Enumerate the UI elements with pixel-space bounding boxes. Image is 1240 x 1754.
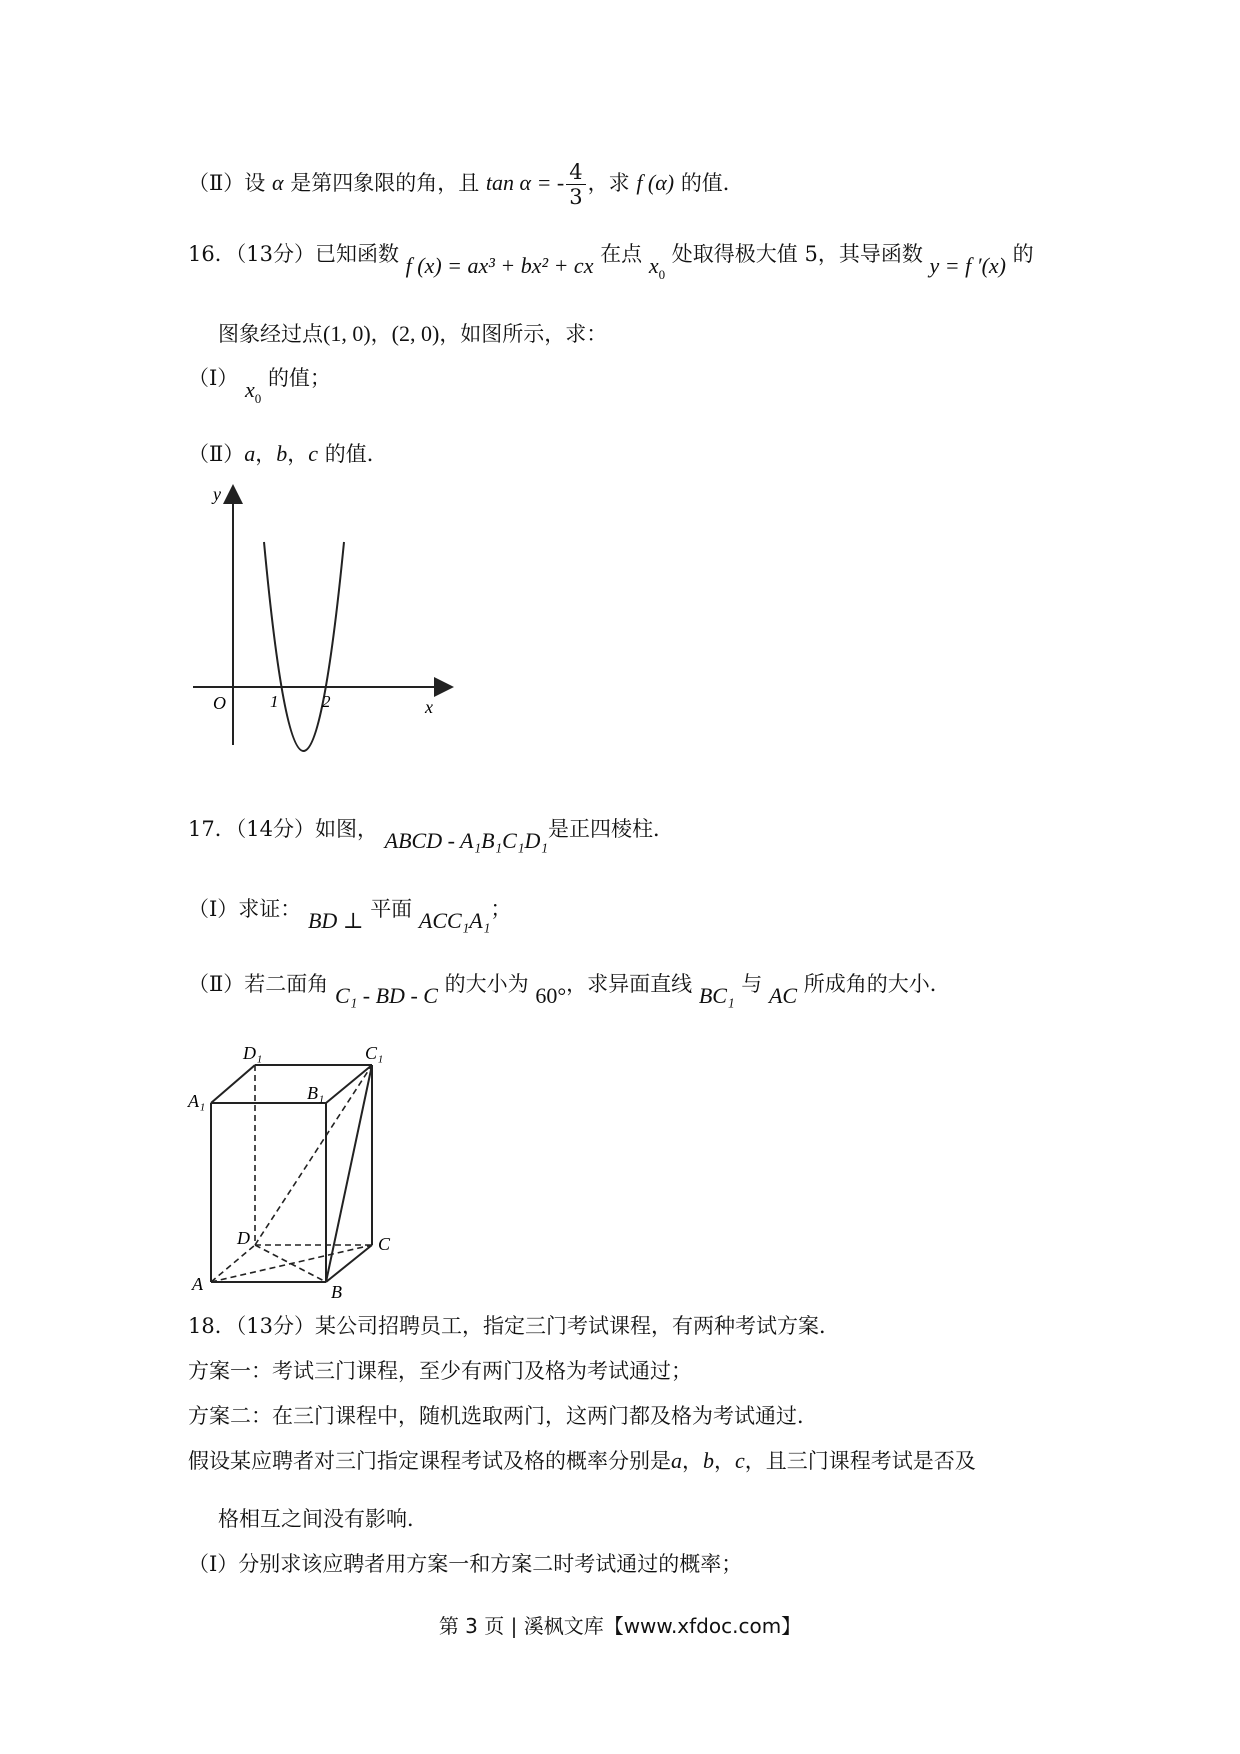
q18-line5: 格相互之间没有影响． — [218, 1507, 428, 1531]
origin-label: O — [213, 693, 226, 713]
q17-header: 17．（14分）如图， ABCD - A₁B₁C₁D₁是正四棱柱． — [188, 817, 675, 853]
q17-part1: （Ⅰ）求证： BD ⊥ 平面 ACC₁A₁； — [188, 897, 512, 933]
q16-part2: （Ⅱ）a，b，c 的值． — [188, 441, 388, 466]
q17-part2: （Ⅱ）若二面角 C₁ - BD - C 的大小为 60°，求异面直线 BC₁ 与 AC 所成角的大小． — [188, 972, 951, 1008]
q18-line3: 方案二：在三门课程中，随机选取两门，这两门都及格为考试通过． — [188, 1404, 818, 1428]
q18-line6: （Ⅰ）分别求该应聘者用方案一和方案二时考试通过的概率； — [188, 1552, 743, 1576]
q18-line4: 假设某应聘者对三门指定课程考试及格的概率分别是a，b，c，且三门课程考试是否及 — [188, 1448, 976, 1473]
q15-part2: （Ⅱ）设 α 是第四象限的角，且 tan α = - $\frac{4}{3}$ ，求 f (α) 的值． — [188, 160, 744, 209]
q18-line1: 18．（13分）某公司招聘员工，指定三门考试课程，有两种考试方案． — [188, 1314, 840, 1338]
prism-figure — [185, 1040, 415, 1300]
vertex-C: C — [378, 1234, 391, 1254]
parabola-curve — [264, 542, 344, 751]
q16-part1: （Ⅰ） $x_0$ 的值； — [188, 366, 331, 406]
q16-header: 16．（13分）已知函数 f (x) = ax³ + bx² + cx 在点 $x_0$ 处取得极大值 5，其导函数 y = f ′(x) 的 — [188, 242, 1034, 282]
q16-line2: 图象经过点(1, 0)，(2, 0)，如图所示，求： — [218, 321, 608, 346]
vertex-A1: A₁ — [188, 1091, 206, 1111]
vertex-D1: D₁ — [243, 1043, 263, 1063]
vertex-A: A — [192, 1274, 203, 1294]
vertex-B1: B₁ — [307, 1083, 325, 1103]
x-axis-label: x — [425, 697, 433, 717]
tick-label-2: 2 — [322, 692, 331, 711]
y-axis-label: y — [213, 484, 221, 504]
tick-label-1: 1 — [270, 692, 279, 711]
vertex-D: D — [237, 1228, 250, 1248]
q18-line2: 方案一：考试三门课程，至少有两门及格为考试通过； — [188, 1359, 692, 1383]
vertex-C1: C₁ — [365, 1043, 384, 1063]
fraction: $\frac{4}{3}$ — [566, 160, 585, 209]
vertex-B: B — [331, 1282, 342, 1300]
derivative-graph — [188, 480, 458, 780]
page-footer: 第 3 页 | 溪枫文库【www.xfdoc.com】 — [438, 1614, 802, 1638]
